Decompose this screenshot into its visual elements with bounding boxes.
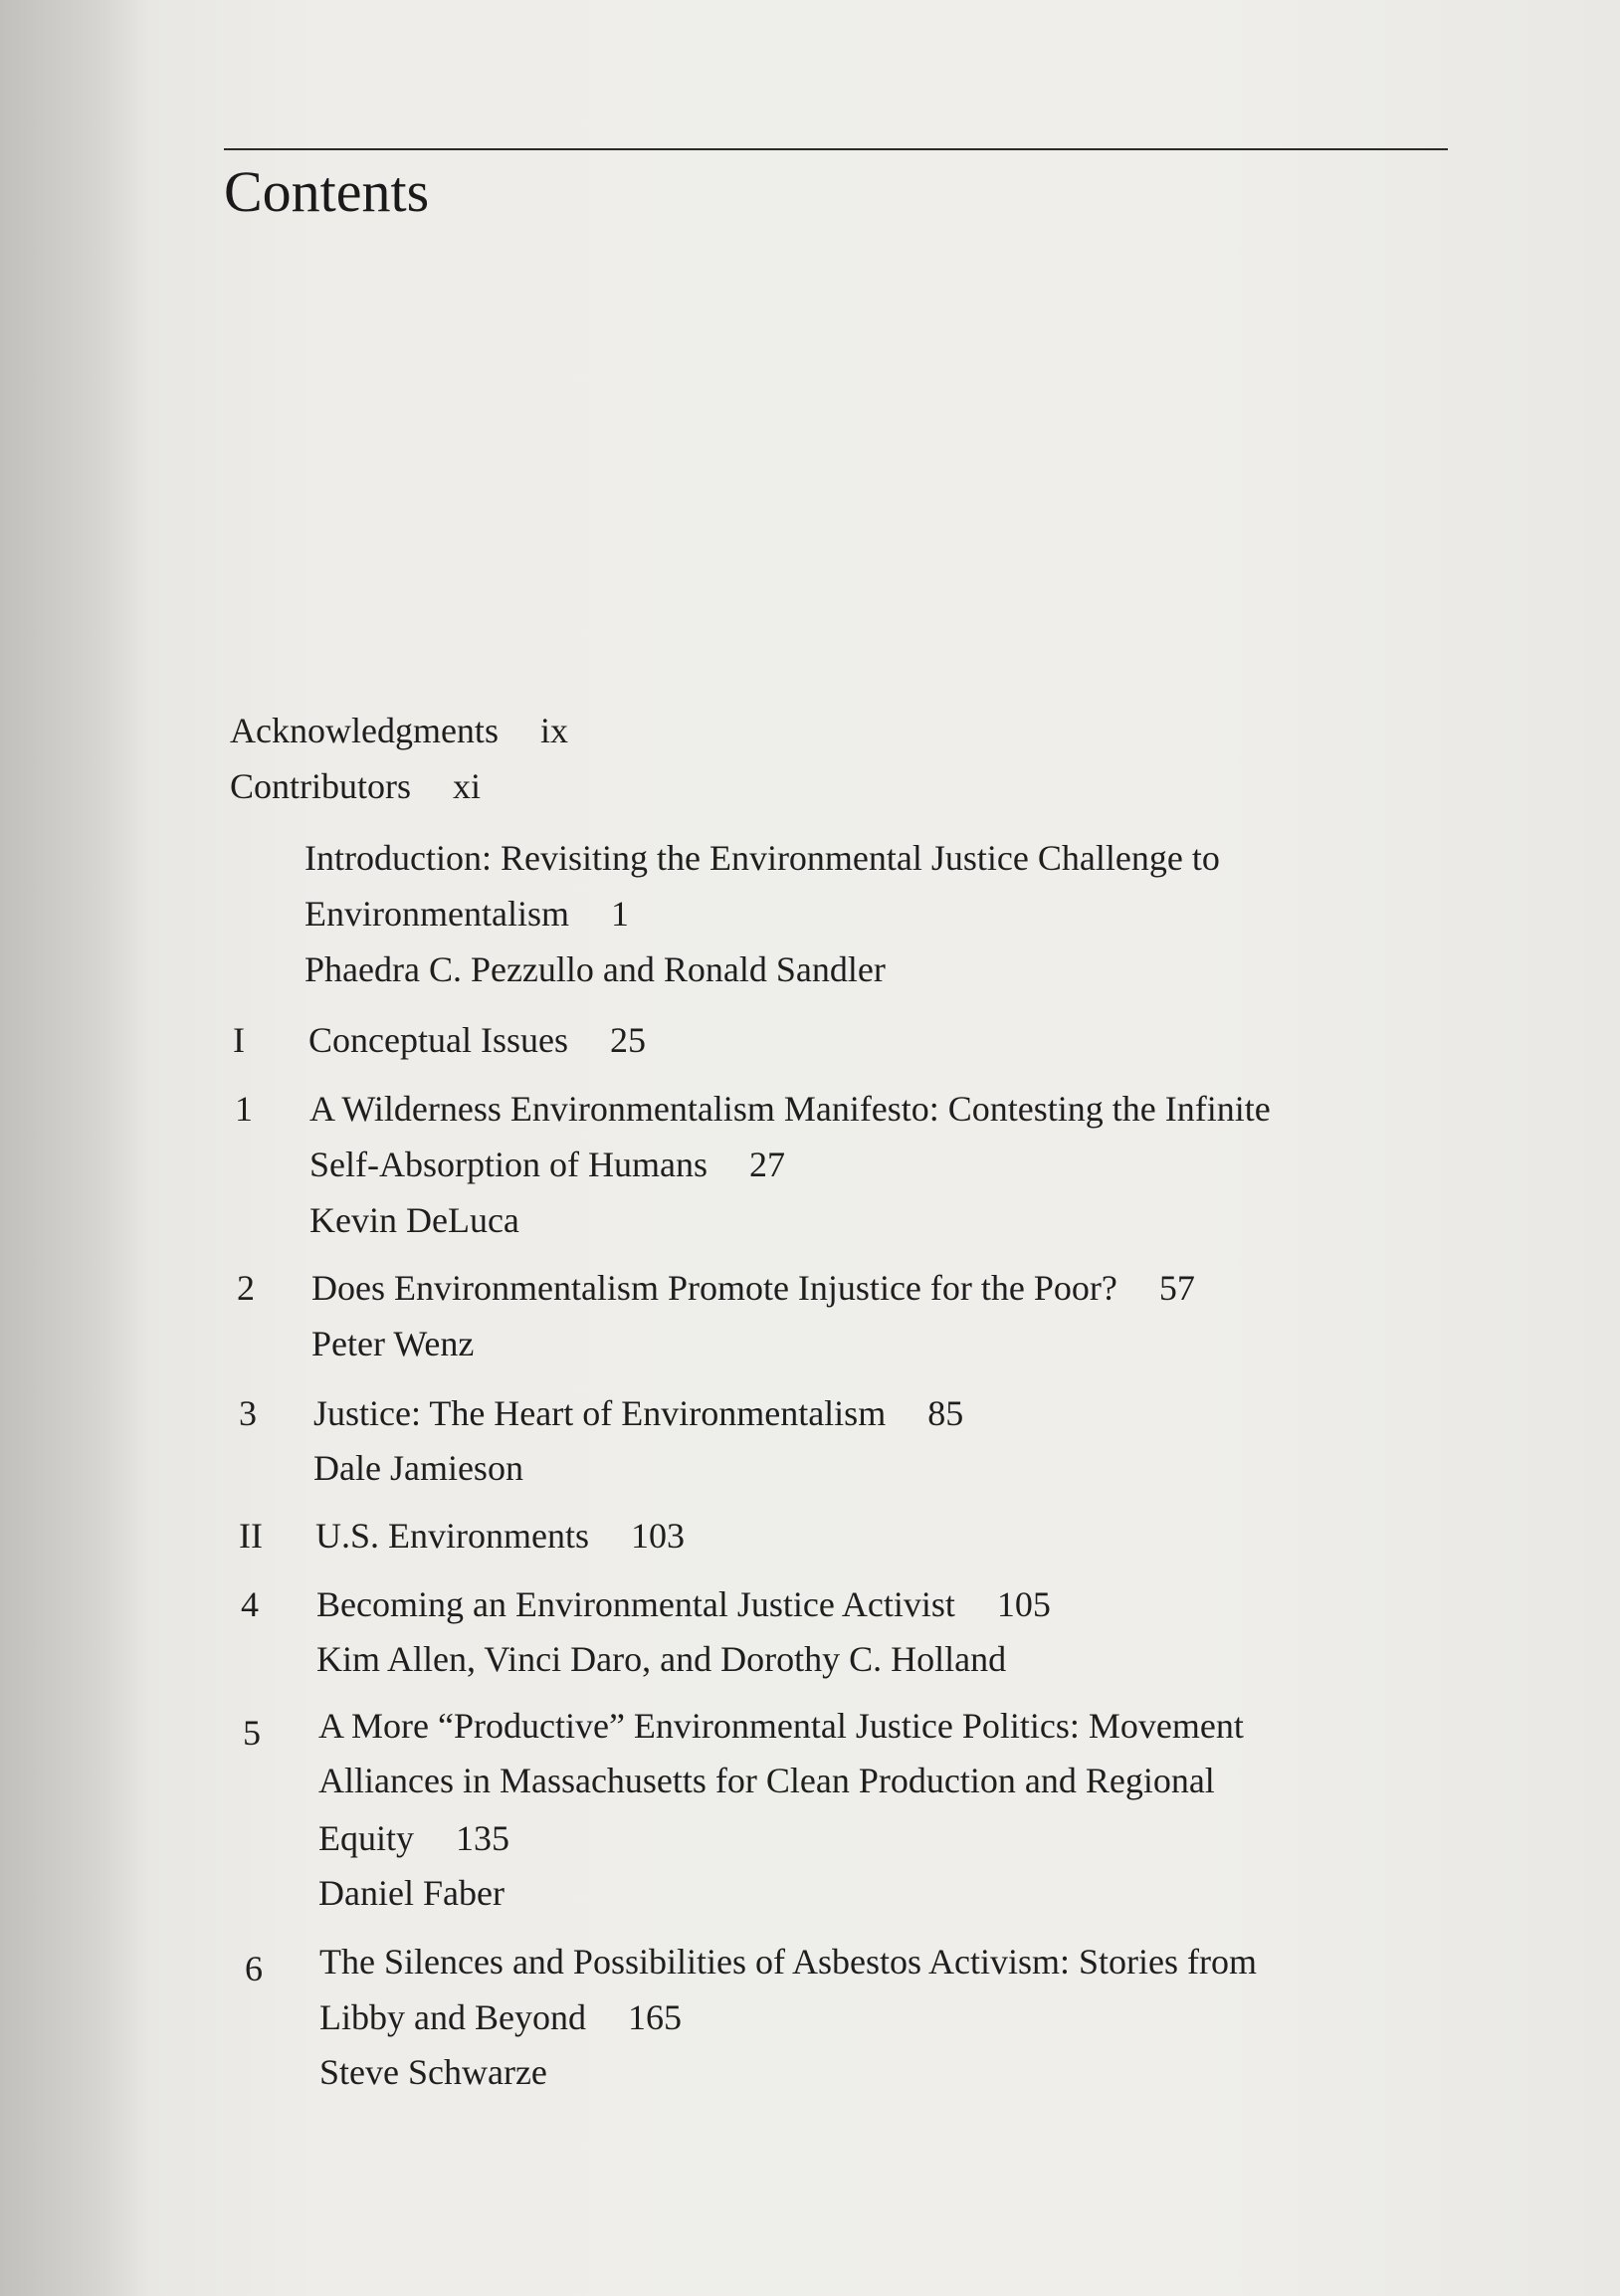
entry-title: Libby and Beyond bbox=[319, 1997, 586, 2037]
entry-page: 25 bbox=[609, 1020, 646, 1060]
entry-page: 103 bbox=[631, 1516, 685, 1556]
entry-page: 165 bbox=[627, 1997, 682, 2037]
entry-page: ix bbox=[539, 711, 568, 750]
toc-entry-acknowledgments bbox=[230, 709, 568, 752]
toc-part-conceptual-issues bbox=[308, 1018, 646, 1062]
header-rule bbox=[224, 148, 1448, 150]
part-title: U.S. Environments bbox=[315, 1516, 589, 1556]
toc-chapter-1-title-1: A Wilderness Environmentalism Manifesto: Contesting the Infinite bbox=[309, 1089, 1271, 1129]
entry-page: 135 bbox=[456, 1818, 509, 1858]
chapter-number: 6 bbox=[245, 1949, 263, 1988]
entry-title: Acknowledgments bbox=[230, 711, 499, 750]
chapter-number: 2 bbox=[237, 1268, 255, 1308]
entry-page: xi bbox=[453, 766, 482, 806]
entry-title: Environmentalism bbox=[304, 894, 569, 934]
toc-entry-introduction-title-2 bbox=[304, 892, 629, 936]
toc-entry-introduction-authors: Phaedra C. Pezzullo and Ronald Sandler bbox=[304, 949, 886, 989]
part-number: II bbox=[239, 1516, 263, 1556]
entry-title: Self-Absorption of Humans bbox=[309, 1145, 708, 1184]
entry-title: Does Environmentalism Promote Injustice for the Poor? bbox=[311, 1268, 1117, 1308]
entry-page: 1 bbox=[610, 894, 629, 934]
toc-chapter-1-author: Kevin DeLuca bbox=[309, 1200, 519, 1240]
toc-chapter-2-author: Peter Wenz bbox=[311, 1324, 475, 1363]
chapter-number: 5 bbox=[243, 1713, 261, 1753]
entry-title: Contributors bbox=[230, 766, 412, 806]
chapter-number: 3 bbox=[239, 1393, 257, 1433]
toc-part-us-environments bbox=[315, 1514, 685, 1558]
gutter-shadow bbox=[0, 0, 149, 2296]
toc-entry-introduction-title-1: Introduction: Revisiting the Environmental Justice Challenge to bbox=[304, 838, 1220, 878]
toc-chapter-4-title bbox=[316, 1582, 1051, 1626]
toc-chapter-5-title-3 bbox=[318, 1816, 509, 1860]
entry-page: 85 bbox=[927, 1393, 964, 1433]
entry-page: 105 bbox=[996, 1584, 1051, 1624]
entry-page: 57 bbox=[1158, 1268, 1195, 1308]
entry-title: Equity bbox=[318, 1818, 414, 1858]
entry-page: 27 bbox=[748, 1145, 785, 1184]
toc-chapter-5-author: Daniel Faber bbox=[318, 1873, 505, 1913]
page-title: Contents bbox=[224, 159, 430, 224]
part-title: Conceptual Issues bbox=[308, 1020, 568, 1060]
chapter-number: 4 bbox=[241, 1584, 259, 1624]
toc-entry-contributors bbox=[230, 764, 481, 808]
toc-chapter-4-author: Kim Allen, Vinci Daro, and Dorothy C. Holland bbox=[316, 1639, 1007, 1679]
toc-chapter-6-title-1: The Silences and Possibilities of Asbestos Activism: Stories from bbox=[319, 1942, 1257, 1982]
toc-chapter-2-title bbox=[311, 1266, 1195, 1310]
entry-title: Justice: The Heart of Environmentalism bbox=[313, 1393, 887, 1433]
part-number: I bbox=[233, 1020, 245, 1060]
toc-chapter-3-title bbox=[313, 1391, 963, 1435]
toc-chapter-3-author: Dale Jamieson bbox=[313, 1448, 523, 1488]
toc-chapter-6-author: Steve Schwarze bbox=[319, 2052, 547, 2092]
toc-chapter-5-title-1: A More “Productive” Environmental Justice Politics: Movement bbox=[318, 1706, 1244, 1746]
toc-chapter-5-title-2: Alliances in Massachusetts for Clean Production and Regional bbox=[318, 1761, 1215, 1800]
toc-chapter-1-title-2 bbox=[309, 1143, 785, 1186]
entry-title: Becoming an Environmental Justice Activist bbox=[316, 1584, 955, 1624]
chapter-number: 1 bbox=[235, 1089, 253, 1129]
toc-chapter-6-title-2 bbox=[319, 1995, 682, 2039]
